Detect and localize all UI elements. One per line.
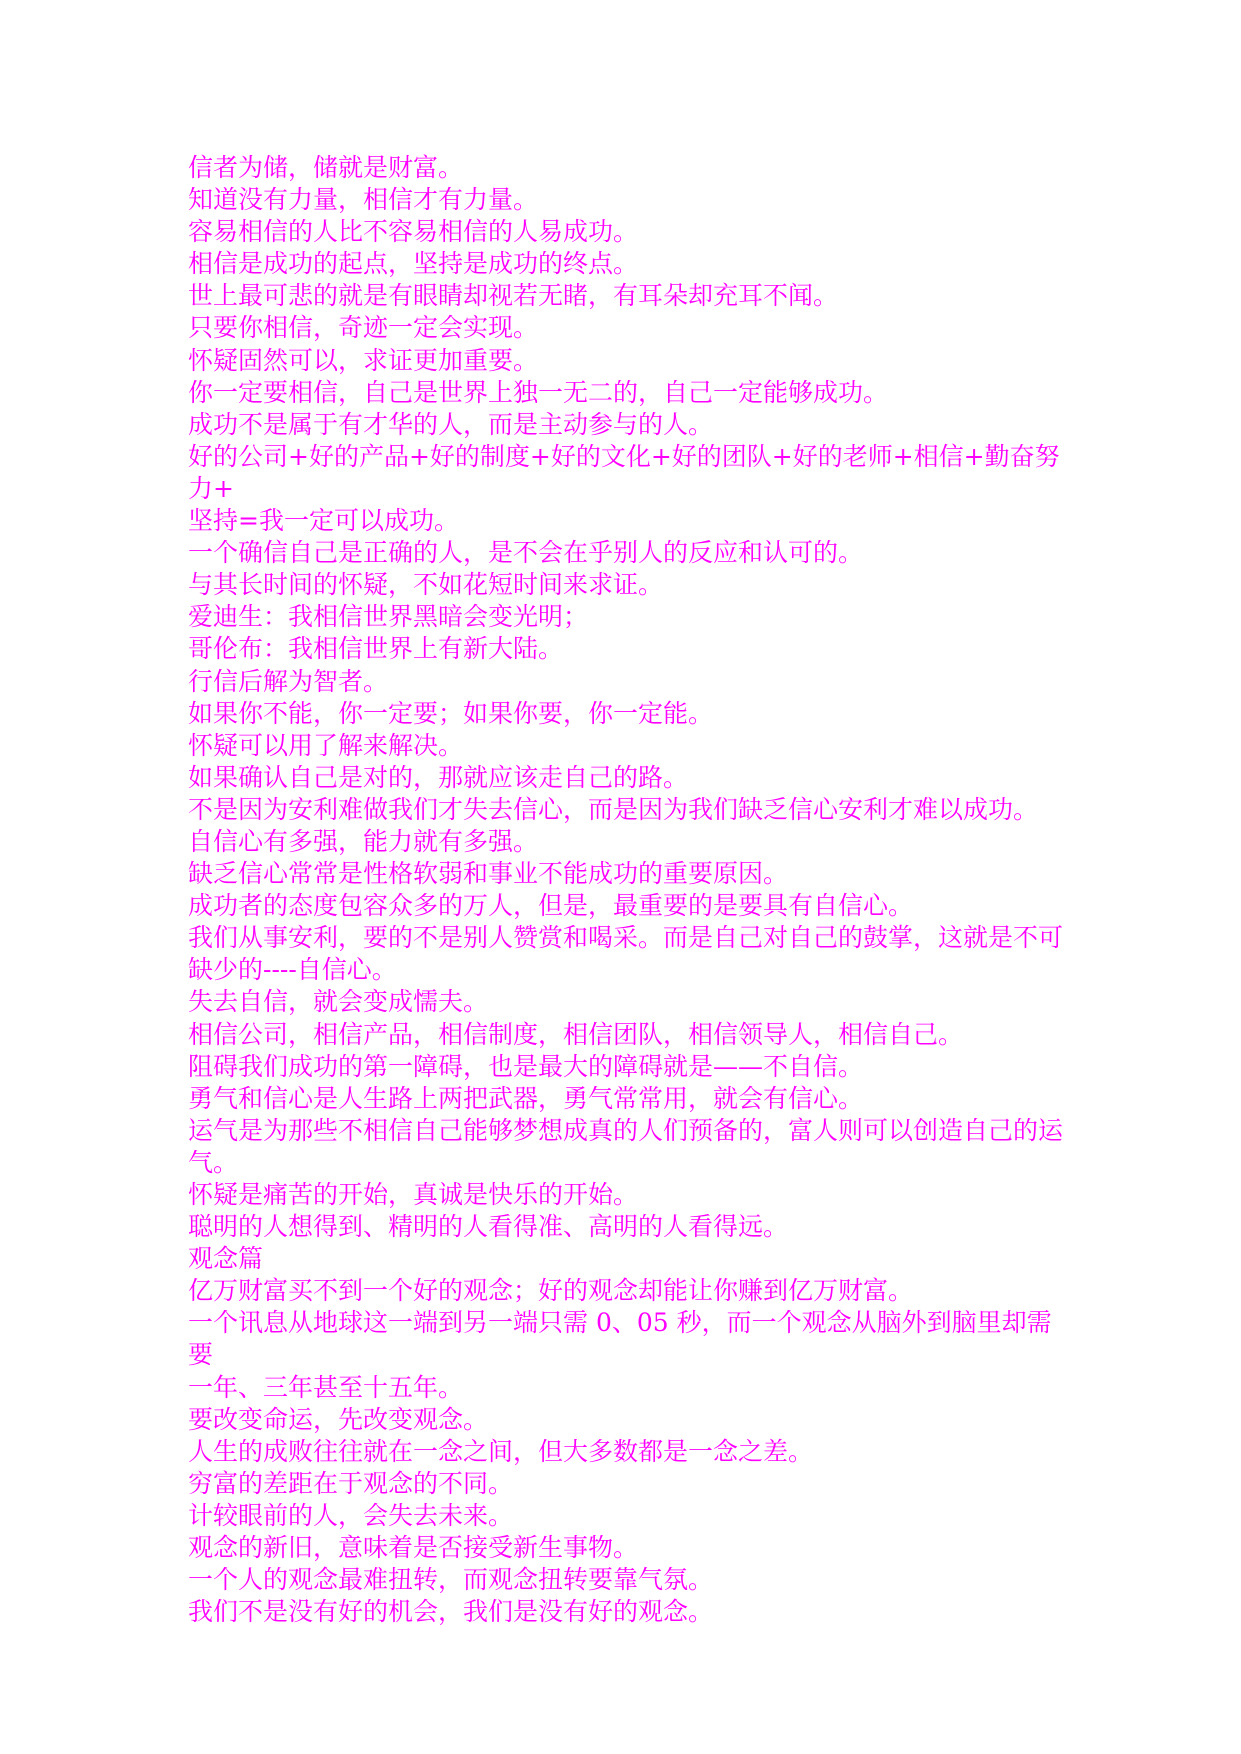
text-line: 行信后解为智者。 [188, 666, 389, 696]
text-line: 自信心有多强，能力就有多强。 [188, 826, 539, 856]
text-line: 如果你不能，你一定要；如果你要，你一定能。 [188, 698, 714, 728]
text-line: 观念篇 [188, 1244, 264, 1274]
text-line: 失去自信，就会变成懦夫。 [188, 987, 489, 1017]
text-line: 不是因为安利难做我们才失去信心，而是因为我们缺乏信心安利才难以成功。 [188, 794, 1039, 824]
text-line: 世上最可悲的就是有眼睛却视若无睹，有耳朵却充耳不闻。 [188, 281, 839, 311]
text-line: 缺乏信心常常是性格软弱和事业不能成功的重要原因。 [188, 859, 789, 889]
text-line: 爱迪生：我相信世界黑暗会变光明； [188, 602, 589, 632]
text-line: 要改变命运，先改变观念。 [188, 1404, 489, 1434]
text-line: 一个讯息从地球这一端到另一端只需 0、05 秒，而一个观念从脑外到脑里却需要 [188, 1308, 1052, 1370]
text-line: 怀疑是痛苦的开始，真诚是快乐的开始。 [188, 1180, 639, 1209]
text-line: 坚持=我一定可以成功。 [188, 506, 459, 536]
document-body [188, 152, 1068, 1628]
text-line: 信者为储，储就是财富。 [188, 153, 464, 182]
text-line: 一年、三年甚至十五年。 [188, 1372, 464, 1402]
text-line: 运气是为那些不相信自己能够梦想成真的人们预备的，富人则可以创造自己的运 [188, 1115, 1064, 1145]
text-line: 成功者的态度包容众多的万人，但是，最重要的是要具有自信心。 [188, 891, 914, 921]
text-line: 观念的新旧，意味着是否接受新生事物。 [188, 1533, 639, 1563]
text-line: 穷富的差距在于观念的不同。 [188, 1468, 514, 1498]
text-line: 缺少的----自信心。 [188, 955, 397, 985]
text-line: 如果确认自己是对的，那就应该走自己的路。 [188, 762, 689, 792]
text-line: 怀疑可以用了解来解决。 [188, 730, 464, 760]
text-line: 我们不是没有好的机会，我们是没有好的观念。 [188, 1597, 714, 1627]
text-line: 阻碍我们成功的第一障碍，也是最大的障碍就是——不自信。 [188, 1051, 864, 1081]
text-line: 一个人的观念最难扭转，而观念扭转要靠气氛。 [188, 1565, 714, 1595]
text-line: 一个确信自己是正确的人，是不会在乎别人的反应和认可的。 [188, 538, 864, 568]
text-line: 勇气和信心是人生路上两把武器，勇气常常用，就会有信心。 [188, 1083, 864, 1113]
text-line: 亿万财富买不到一个好的观念；好的观念却能让你赚到亿万财富。 [188, 1276, 914, 1306]
text-line: 计较眼前的人，会失去未来。 [188, 1500, 514, 1530]
text-line: 成功不是属于有才华的人，而是主动参与的人。 [188, 409, 714, 439]
text-line: 气。 [188, 1147, 239, 1177]
text-line: 只要你相信，奇迹一定会实现。 [188, 313, 539, 343]
text-line: 哥伦布：我相信世界上有新大陆。 [188, 634, 564, 664]
text-line: 我们从事安利，要的不是别人赞赏和喝采。而是自己对自己的鼓掌，这就是不可 [188, 923, 1064, 953]
text-line: 人生的成败往往就在一念之间，但大多数都是一念之差。 [188, 1436, 814, 1466]
text-line: 与其长时间的怀疑，不如花短时间来求证。 [188, 570, 664, 600]
text-line: 容易相信的人比不容易相信的人易成功。 [188, 217, 639, 247]
text-line: 怀疑固然可以，求证更加重要。 [188, 345, 539, 375]
text-line: 聪明的人想得到、精明的人看得准、高明的人看得远。 [188, 1212, 789, 1242]
text-line: 你一定要相信，自己是世界上独一无二的，自己一定能够成功。 [188, 377, 889, 407]
text-line: 相信是成功的起点，坚持是成功的终点。 [188, 249, 639, 279]
text-line: 知道没有力量，相信才有力量。 [188, 185, 539, 215]
text-line: 相信公司，相信产品，相信制度，相信团队，相信领导人，相信自己。 [188, 1019, 964, 1049]
text-line: 好的公司+好的产品+好的制度+好的文化+好的团队+好的老师+相信+勤奋努力+ [188, 441, 1060, 503]
